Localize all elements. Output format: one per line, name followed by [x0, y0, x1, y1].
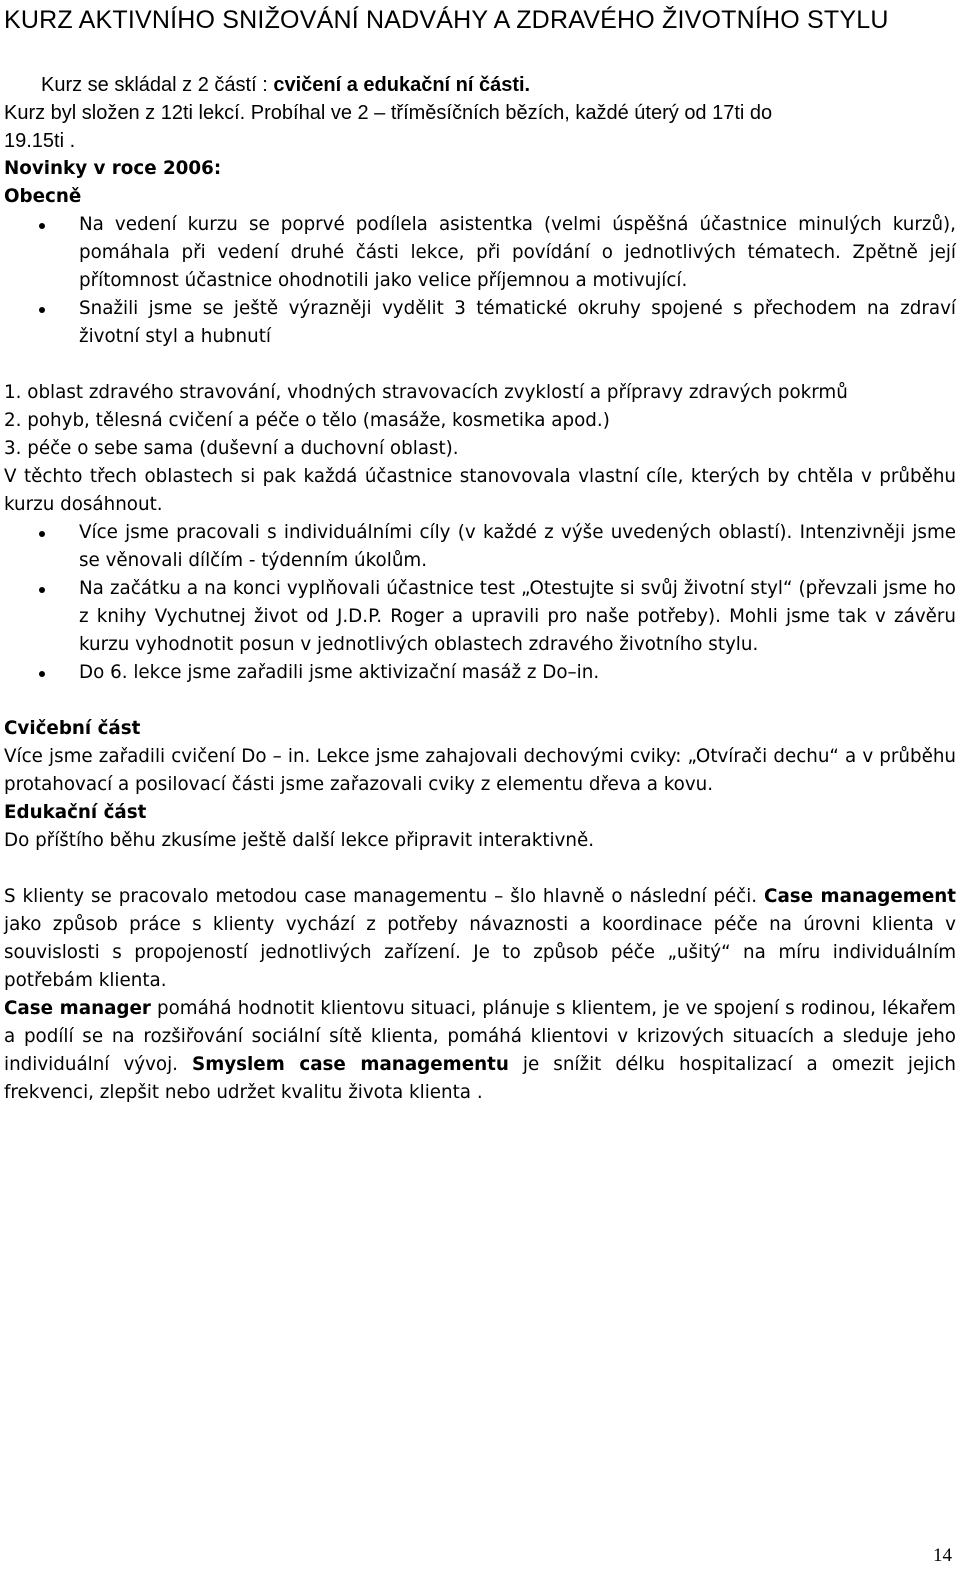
numbered-item-3: 3. péče o sebe sama (duševní a duchovní oblast). — [4, 438, 459, 459]
intro-block — [4, 71, 956, 155]
page-number: 14 — [933, 1545, 952, 1566]
edukacni-heading: Edukační část — [4, 802, 147, 823]
case-manager-paragraph: Case manager pomáhá hodnotit klientovu situaci, plánuje s klientem, je ve spojení s rodinou, lékařem a podílí se na rozšiřování sociální sítě klienta, pomáhá klientovi v krizových situacích a sleduje jeho individuální vývoj. Smyslem case managementu je snížit délku hospitalizací a omezit jejich frekvenci, zlepšit nebo udržet kvalitu života klienta . — [4, 998, 956, 1103]
intro-line-2: Kurz byl složen z 12ti lekcí. Probíhal ve 2 – tříměsíčních bězích, každé úterý od 17ti do 19.15ti . — [4, 102, 773, 152]
intro-bold: cvičení a edukační ní části. — [273, 74, 531, 96]
edukacni-paragraph: Do příštího běhu zkusíme ještě další lekce připravit interaktivně. — [4, 830, 595, 851]
cvicebni-heading: Cvičební část — [4, 718, 141, 739]
list-item: Do 6. lekce jsme zařadili jsme aktivizační masáž z Do–in. — [4, 659, 956, 687]
document-page — [4, 0, 956, 1107]
obecne-heading: Obecně — [4, 186, 82, 207]
cvicebni-paragraph: Více jsme zařadili cvičení Do – in. Lekce jsme zahajovali dechovými cviky: „Otvírači dechu“ a v průběhu protahovací a posilovací části jsme zařazovali cviky z elementu dřeva a kovu. — [4, 746, 956, 795]
numbered-item-2: 2. pohyb, tělesná cvičení a péče o tělo (masáže, kosmetika apod.) — [4, 410, 610, 431]
intro-text: Kurz se skládal z 2 částí : — [41, 74, 274, 96]
document-title: KURZ AKTIVNÍHO SNIŽOVÁNÍ NADVÁHY A ZDRAVÉHO ŽIVOTNÍHO STYLU — [4, 6, 889, 34]
bullet-icon — [39, 587, 45, 593]
list-item: Na začátku a na konci vyplňovali účastnice test „Otestujte si svůj životní styl“ (převzali jsme ho z knihy Vychutnej život od J.D.P. Roger a upravili pro naše potřeby). Mohli jsme tak v závěru kurzu vyhodnotit posun v jednotlivých oblastech zdravého životního stylu. — [4, 575, 956, 659]
changes-list — [4, 519, 956, 687]
bullet-icon — [39, 531, 45, 537]
novinky-heading: Novinky v roce 2006: — [4, 158, 222, 179]
intro-line-1 — [4, 71, 956, 99]
purpose-term: Smyslem case managementu — [192, 1054, 509, 1075]
list-item: Více jsme pracovali s individuálními cíly (v každé z výše uvedených oblastí). Intenzivněji jsme se věnovali dílčím - týdenním úkolům. — [4, 519, 956, 575]
bullet-icon — [39, 671, 45, 677]
list-item: Na vedení kurzu se poprvé podílela asistentka (velmi úspěšná účastnice minulých kurzů), pomáhala při vedení druhé části lekce, při povídání o jednotlivých tématech. Zpětně její přítomnost účastnice ohodnotili jako velice příjemnou a motivující. — [4, 211, 956, 295]
case-management-paragraph: S klienty se pracovalo metodou case managementu – šlo hlavně o následní péči. Case management jako způsob práce s klienty vychází z potřeby návaznosti a koordinace péče na úrovni klienta v souvislosti s propojeností jednotlivých zařízení. Je to způsob péče „ušitý“ na míru individuálním potřebám klienta. — [4, 886, 956, 991]
obecne-list — [4, 211, 956, 351]
goals-paragraph: V těchto třech oblastech si pak každá účastnice stanovovala vlastní cíle, kterých by chtěla v průběhu kurzu dosáhnout. — [4, 466, 956, 515]
bullet-icon — [39, 223, 45, 229]
numbered-item-1: 1. oblast zdravého stravování, vhodných stravovacích zvyklostí a přípravy zdravých pokrmů — [4, 382, 848, 403]
bullet-icon — [39, 307, 45, 313]
list-item: Snažili jsme se ještě výrazněji vydělit 3 tématické okruhy spojené s přechodem na zdraví životní styl a hubnutí — [4, 295, 956, 351]
case-manager-term: Case manager — [4, 998, 151, 1019]
case-management-term: Case management — [764, 886, 956, 907]
